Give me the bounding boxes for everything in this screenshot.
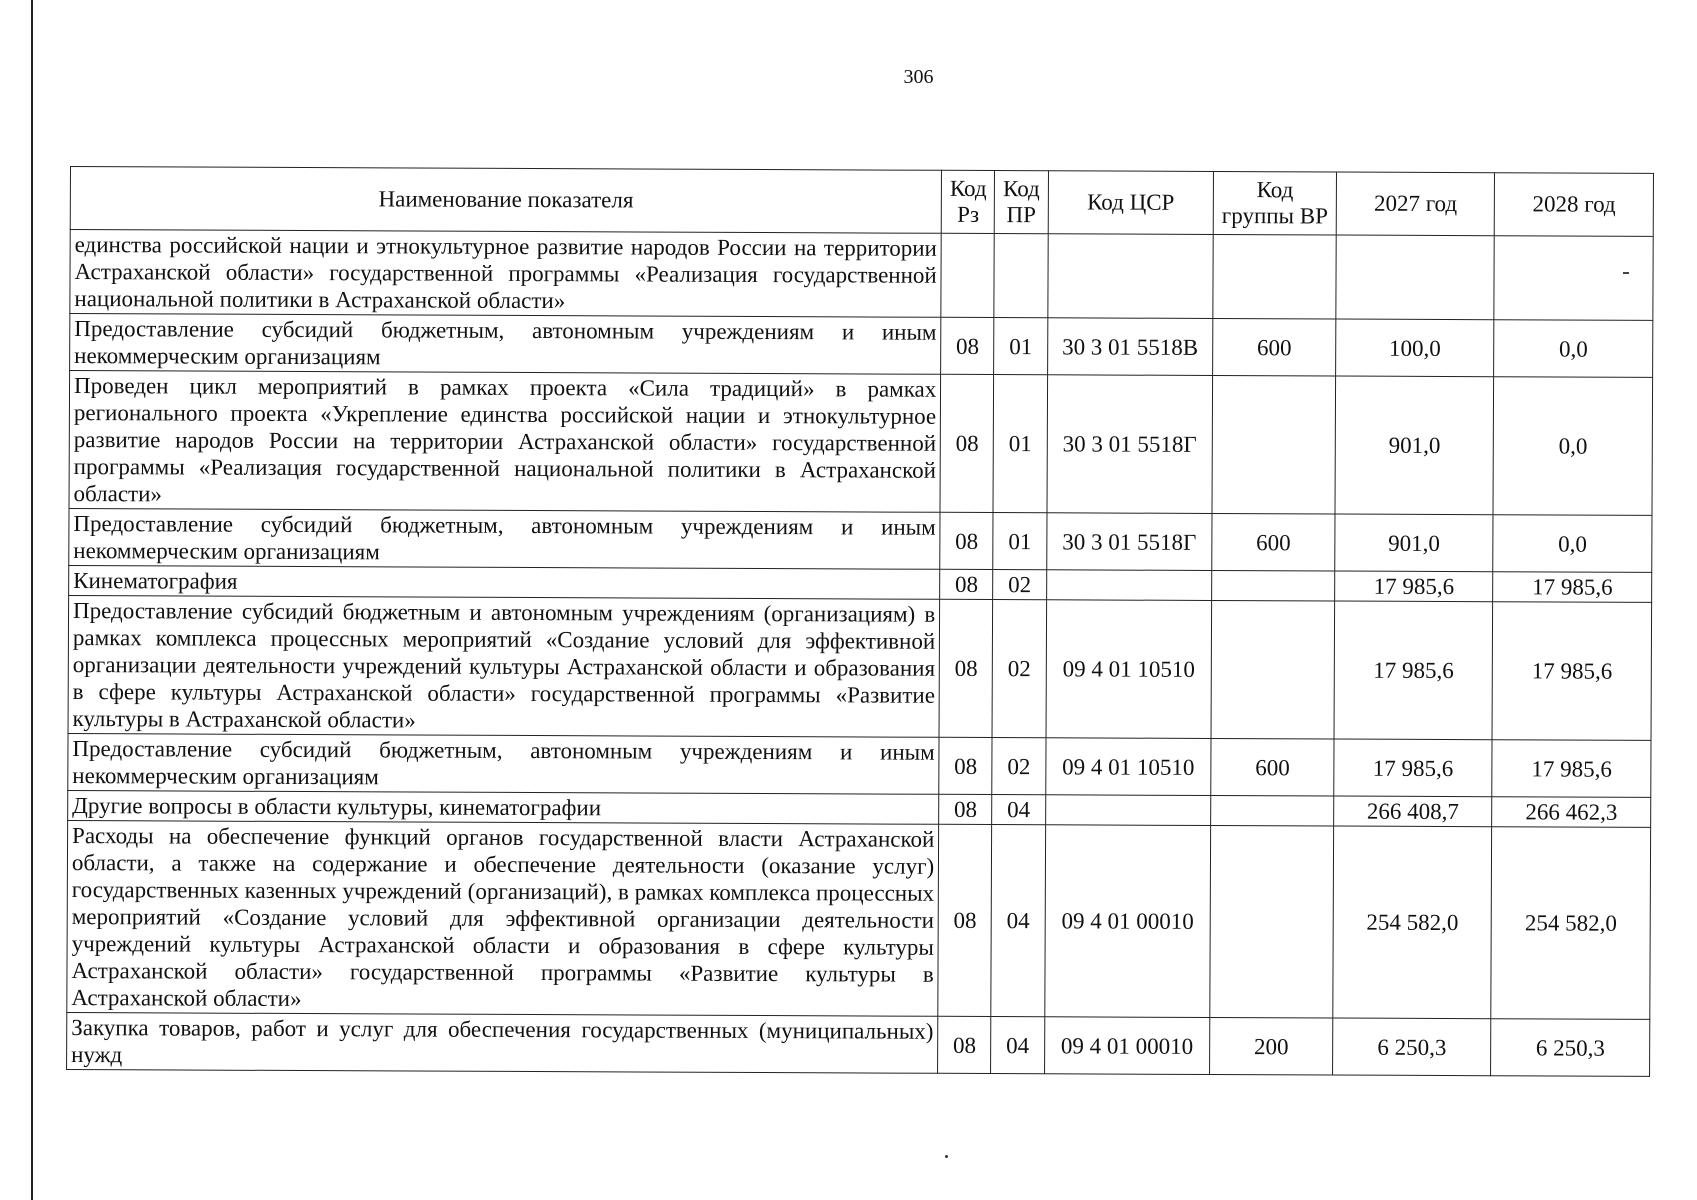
row-rz: 08 — [940, 512, 993, 569]
row-2028: 6 250,3 — [1491, 1019, 1650, 1077]
stray-dot — [945, 1155, 948, 1158]
row-pr: 04 — [991, 1017, 1044, 1074]
row-2028: 266 462,3 — [1492, 797, 1651, 828]
row-pr: 02 — [992, 600, 1046, 738]
budget-table — [66, 166, 1654, 1077]
row-2027: 6 250,3 — [1332, 1018, 1491, 1076]
row-pr: 01 — [994, 318, 1047, 375]
row-csr: 30 3 01 5518В — [1047, 318, 1213, 376]
row-csr: 09 4 01 10510 — [1045, 738, 1211, 796]
header-pr: Код ПР — [995, 171, 1048, 234]
row-rz: 08 — [938, 824, 992, 1016]
row-2027: 17 985,6 — [1334, 601, 1493, 740]
row-vr — [1212, 375, 1335, 514]
row-rz — [941, 233, 995, 317]
row-name: Предоставление субсидий бюджетным, автономным учреждениям и иным некоммерческим организациям — [70, 314, 941, 375]
row-rz: 08 — [940, 374, 994, 512]
row-pr: 02 — [993, 570, 1046, 600]
page-number: 306 — [903, 66, 934, 88]
row-2027: 901,0 — [1335, 514, 1494, 572]
row-2027 — [1336, 235, 1495, 320]
row-pr: 04 — [991, 825, 1045, 1017]
row-2028: 17 985,6 — [1492, 602, 1651, 741]
row-2028: 254 582,0 — [1491, 827, 1650, 1020]
row-pr: 01 — [993, 375, 1047, 513]
row-rz: 08 — [939, 737, 992, 794]
row-name: Предоставление субсидий бюджетным и автономным учреждениям (организациям) в рамках комплекса процессных мероприятий «Создание условий для эффективной организации деятельности учреждений культуры Астраханской области и образования в сфере культуры Астраханской области» государственной программы «Развитие культуры в Астраханской области» — [68, 595, 940, 737]
row-2028 — [1494, 236, 1653, 321]
row-csr: 30 3 01 5518Г — [1047, 375, 1213, 514]
row-2028: 0,0 — [1494, 320, 1653, 378]
row-name: Проведен цикл мероприятий в рамках проекта «Сила традиций» в рамках регионального проекта «Укрепление единства российской нации и этнокультурное развитие народов России на территории Астраханской области» государственной программы «Реализация государственной национальной политики в Астраханской области» — [69, 371, 941, 513]
row-vr — [1211, 795, 1334, 826]
row-name: Другие вопросы в области культуры, кинематографии — [68, 790, 939, 824]
row-vr: 600 — [1213, 318, 1336, 376]
row-csr: 09 4 01 00010 — [1044, 825, 1210, 1018]
row-csr — [1046, 570, 1212, 601]
row-pr: 01 — [993, 513, 1046, 570]
row-vr: 200 — [1210, 1017, 1333, 1075]
row-vr — [1210, 825, 1334, 1018]
row-name: единства российской нации и этнокультурное развитие народов России на территории Астраханской области» государственной программы «Реализация государственной национальной политики в Астраханской области» — [70, 230, 942, 318]
table-row — [68, 595, 1652, 740]
table-row — [68, 733, 1651, 797]
row-name: Закупка товаров, работ и услуг для обеспечения государственных (муниципальных) нужд — [67, 1012, 938, 1073]
row-name: Предоставление субсидий бюджетным, автономным учреждениям и иным некоммерческим организациям — [68, 733, 939, 794]
header-name: Наименование показателя — [70, 167, 942, 234]
row-rz: 08 — [938, 1016, 991, 1073]
header-csr: Код ЦСР — [1048, 171, 1214, 235]
row-vr: 600 — [1211, 738, 1334, 796]
header-rz: Код Рз — [941, 170, 994, 233]
row-2027: 17 985,6 — [1334, 739, 1493, 797]
table-row — [67, 1012, 1650, 1076]
row-name: Расходы на обеспечение функций органов государственной власти Астраханской области, а также на содержание и обеспечение деятельности (оказание услуг) государственных казенных учреждений (организаций), в рамках комплекса процессных мероприятий «Создание условий для эффективной организации деятельности учреждений культуры Астраханской области и образования в сфере культуры Астраханской области» государственной программы «Развитие культуры в Астраханской области» — [67, 820, 939, 1016]
row-csr — [1047, 234, 1213, 319]
header-row — [70, 167, 1653, 237]
row-2028: 17 985,6 — [1493, 572, 1652, 603]
row-2027: 100,0 — [1336, 319, 1495, 377]
row-csr: 09 4 01 10510 — [1046, 600, 1212, 739]
table-row — [67, 820, 1651, 1019]
row-vr: 600 — [1212, 513, 1335, 571]
binding-line — [31, 0, 33, 1200]
row-rz: 08 — [940, 569, 993, 599]
row-vr — [1213, 234, 1336, 319]
header-2028: 2028 год — [1495, 173, 1654, 237]
row-name: Кинематография — [69, 565, 940, 599]
header-vr: Код группы ВР — [1213, 171, 1336, 235]
header-2027: 2027 год — [1336, 172, 1495, 236]
table-row — [70, 314, 1653, 378]
row-pr — [994, 234, 1048, 318]
row-2027: 266 408,7 — [1334, 796, 1493, 827]
row-2028: 0,0 — [1493, 515, 1652, 573]
row-csr — [1045, 795, 1211, 826]
table-row — [69, 508, 1652, 572]
table-row — [70, 230, 1653, 321]
row-pr: 04 — [992, 795, 1045, 825]
row-2027: 254 582,0 — [1333, 826, 1492, 1019]
row-pr: 02 — [992, 738, 1045, 795]
row-vr — [1212, 570, 1335, 601]
row-2027: 17 985,6 — [1335, 571, 1494, 602]
row-2028: 0,0 — [1493, 377, 1652, 516]
row-csr: 30 3 01 5518Г — [1046, 513, 1212, 571]
row-rz: 08 — [941, 317, 994, 374]
row-rz: 08 — [939, 794, 992, 824]
row-2028: 17 985,6 — [1492, 740, 1651, 798]
table-row — [69, 371, 1653, 516]
row-2027: 901,0 — [1335, 376, 1494, 515]
row-name: Предоставление субсидий бюджетным, автономным учреждениям и иным некоммерческим организациям — [69, 508, 940, 569]
row-rz: 08 — [939, 599, 993, 737]
row-vr — [1211, 600, 1334, 739]
row-csr: 09 4 01 00010 — [1044, 1017, 1210, 1075]
